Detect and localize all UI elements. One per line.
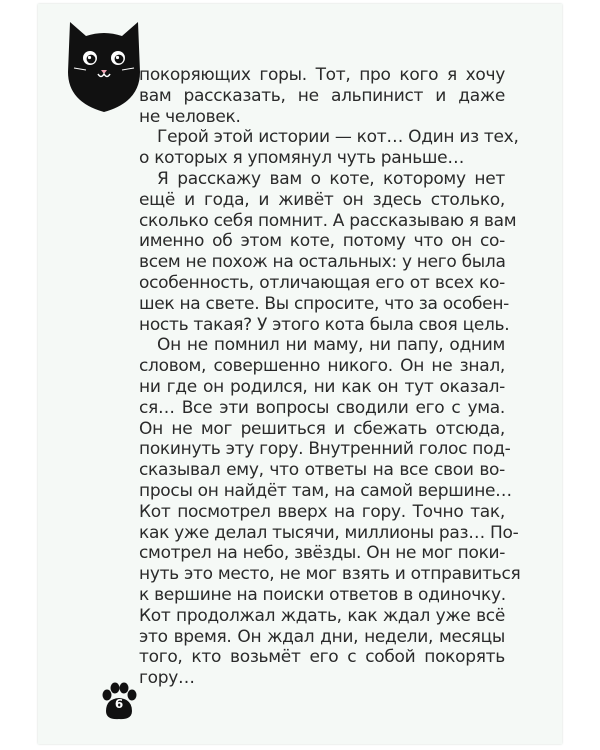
text-line: нуть это место, не мог взять и отправиться <box>139 564 521 585</box>
text-line: ность такая? У этого кота была своя цель. <box>139 314 510 335</box>
text-line: это время. Он ждал дни, недели, месяцы <box>139 626 505 647</box>
text-line: ни где он родился, ни как он тут оказал- <box>139 376 505 397</box>
text-line: вам рассказать, не альпинист и даже <box>139 85 505 106</box>
page-number: 6 <box>114 697 124 711</box>
story-text <box>139 65 521 689</box>
text-line: Он не помнил ни маму, ни папу, одним <box>157 335 505 356</box>
text-line: Кот продолжал ждать, как ждал уже всё <box>139 605 505 626</box>
text-line: сколько себя помнит. А рассказываю я вам <box>139 210 517 231</box>
text-line: Я расскажу вам о коте, которому нет <box>157 168 505 189</box>
text-line: ещё и года, и живёт он здесь столько, <box>139 189 505 210</box>
text-line: покинуть эту гору. Внутренний голос под- <box>139 439 511 460</box>
text-line: того, кто возьмёт его с собой покорять <box>139 647 505 668</box>
text-line: к вершине на поиски ответов в одиночку. <box>139 584 506 605</box>
text-line: о которых я упомянул чуть раньше… <box>139 148 465 169</box>
text-line: словом, совершенно никого. Он не знал, <box>139 356 505 377</box>
text-line: гору… <box>139 668 195 689</box>
text-line: Он не мог решиться и сбежать отсюда, <box>139 418 505 439</box>
text-line: покоряющих горы. Тот, про кого я хочу <box>139 65 505 85</box>
text-line: именно об этом коте, потому что он со- <box>139 231 505 252</box>
text-line: сказывал ему, что ответы на все свои во- <box>139 460 505 481</box>
text-line: Кот посмотрел вверх на гору. Точно так, <box>139 501 505 522</box>
text-line: шек на свете. Вы спросите, что за особен- <box>139 293 509 314</box>
text-line: смотрел на небо, звёзды. Он не мог поки- <box>139 543 506 564</box>
text-line: как уже делал тысячи, миллионы раз… По- <box>139 522 519 543</box>
black-cat-icon <box>64 8 144 116</box>
text-line: особенность, отличающая его от всех ко- <box>139 272 505 293</box>
text-line: Герой этой истории — кот… Один из тех, <box>157 127 519 148</box>
text-line: не человек. <box>139 106 241 127</box>
text-line: ся… Все эти вопросы сводили его с ума. <box>139 397 505 418</box>
text-line: всем не похож на остальных: у него была <box>139 252 506 273</box>
text-line: просы он найдёт там, на самой вершине… <box>139 480 512 501</box>
